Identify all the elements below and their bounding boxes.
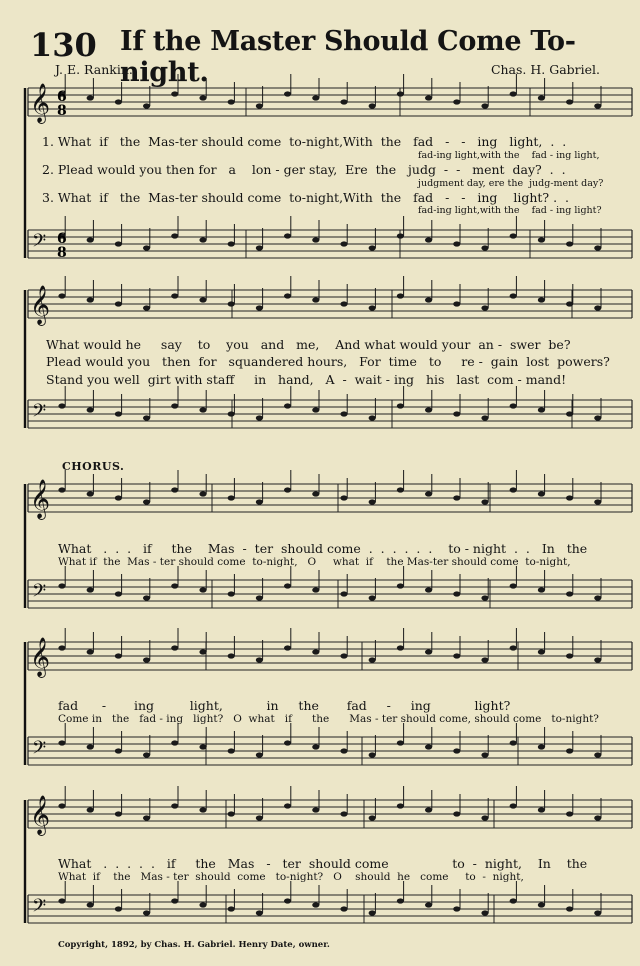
system-2-bass-note <box>340 411 347 416</box>
system-1-treble-note <box>284 91 291 96</box>
system-3-bass-note <box>312 587 319 592</box>
time-signature-bottom-bass: 8 <box>57 245 67 261</box>
system-4-treble-note <box>284 645 291 650</box>
system-1-treble-note <box>538 95 545 100</box>
system-4-treble-note <box>171 645 178 650</box>
system-3-bass-note <box>143 595 150 600</box>
system-3-treble-note <box>256 499 263 504</box>
system-2-treble-note <box>425 297 432 302</box>
system-2-treble-note <box>566 301 573 306</box>
system-4-bass-note <box>199 744 206 749</box>
system-4-treble-note <box>340 653 347 658</box>
time-signature-top-bass: 6 <box>57 231 67 247</box>
system-5-bass-note <box>58 898 65 903</box>
chorus-line-1: What . . . if the Mas - ter should come . . . . . . to - night . . In the <box>58 541 588 556</box>
system-5-bass-note <box>566 906 573 911</box>
chorus-label: CHORUS. <box>62 460 125 473</box>
system-5-treble-note <box>199 807 206 812</box>
system-1-treble-note <box>199 95 206 100</box>
system-5-treble-note <box>143 815 150 820</box>
time-signature-top-treble: 6 <box>57 89 67 105</box>
system-1-treble-note <box>171 91 178 96</box>
system-3-bass-note <box>58 583 65 588</box>
system-1-treble-note <box>340 99 347 104</box>
system-5-bass-note <box>171 898 178 903</box>
system-2-treble-clef-icon: 𝄞 <box>30 285 51 325</box>
system-2-treble-note <box>453 301 460 306</box>
system-3-treble-note <box>143 499 150 504</box>
system-3-bass-note <box>256 595 263 600</box>
system-3-treble-note <box>397 487 404 492</box>
system-5-treble-clef-icon: 𝄞 <box>30 795 51 835</box>
system-3-treble-note <box>171 487 178 492</box>
verse-3-line: 3. What if the Mas-ter should come to-night,With the fad - - ing light? . . <box>42 190 569 205</box>
system-1-treble-note <box>481 103 488 108</box>
system-5-bass-note <box>397 898 404 903</box>
system-2-bass-note <box>566 411 573 416</box>
system-2-treble-note <box>312 297 319 302</box>
system-4-bass-note <box>397 740 404 745</box>
system-4-bass-note <box>284 740 291 745</box>
system-3-bass-note <box>594 595 601 600</box>
chorus-line-3-lower: What if the Mas - ter should come to-night? O should he come to - night, <box>58 871 524 883</box>
system-2-bass-note <box>58 403 65 408</box>
system-4-treble-note <box>87 649 94 654</box>
system-2-bass-note <box>199 407 206 412</box>
system-5-treble-note <box>566 811 573 816</box>
verse-1-line-2: What would he say to you and me, And what would your an - swer be? <box>46 337 571 352</box>
system-1-treble-note <box>510 91 517 96</box>
system-5-bass-note <box>87 902 94 907</box>
system-5-treble-note <box>594 815 601 820</box>
system-1-bass-note <box>510 233 517 238</box>
system-5-treble-note <box>115 811 122 816</box>
system-5-bass-note <box>481 910 488 915</box>
system-5-treble-note <box>538 807 545 812</box>
system-4-treble-note <box>397 645 404 650</box>
system-1-bass-note <box>425 237 432 242</box>
system-2-bass-note <box>425 407 432 412</box>
system-4-bass-note <box>425 744 432 749</box>
system-3-treble-note <box>58 487 65 492</box>
system-4-treble-note <box>115 653 122 658</box>
system-5-bass-clef-icon: 𝄢 <box>32 896 47 921</box>
system-2-bass-note <box>510 403 517 408</box>
system-4-treble-note <box>199 649 206 654</box>
lyricist-credit: J. E. Rankin. <box>55 62 133 77</box>
system-2-treble-note <box>538 297 545 302</box>
system-4-bass-note <box>58 740 65 745</box>
system-4-bass-note <box>171 740 178 745</box>
system-3-treble-note <box>481 499 488 504</box>
hymn-title: If the Master Should Come To-night. <box>120 26 576 88</box>
system-3-treble-clef-icon: 𝄞 <box>30 479 51 519</box>
system-4-treble-note <box>228 653 235 658</box>
system-1-bass-note <box>256 245 263 250</box>
system-1-treble-note <box>566 99 573 104</box>
verse-2-line: 2. Plead would you then for a lon - ger stay, Ere the judg - - ment day? . . <box>42 162 566 177</box>
system-5-treble-note <box>228 811 235 816</box>
system-3-bass-note <box>171 583 178 588</box>
system-4-treble-note <box>566 653 573 658</box>
hymn-number: 130 <box>30 26 97 64</box>
system-2-treble-note <box>481 305 488 310</box>
system-5-treble-note <box>256 815 263 820</box>
system-5-bass-note <box>594 910 601 915</box>
system-5-bass-note <box>369 910 376 915</box>
copyright-notice: Copyright, 1892, by Chas. H. Gabriel. Henry Date, owner. <box>58 940 330 950</box>
time-signature-bottom-treble: 8 <box>57 103 67 119</box>
system-4-bass-note <box>143 752 150 757</box>
system-1-bass-note <box>340 241 347 246</box>
system-3-treble-note <box>312 491 319 496</box>
system-2-bass-note <box>481 415 488 420</box>
system-2-treble-note <box>256 305 263 310</box>
system-3-bass-note <box>453 591 460 596</box>
system-2-treble-note <box>171 293 178 298</box>
system-4-treble-note <box>58 645 65 650</box>
system-2-treble-note <box>199 297 206 302</box>
system-5-treble-note <box>312 807 319 812</box>
system-1-treble-note <box>397 91 404 96</box>
system-1-bass-note <box>143 245 150 250</box>
system-5-bass-note <box>538 902 545 907</box>
system-3-bass-note <box>425 587 432 592</box>
chorus-line-2: fad - ing light, in the fad - ing light? <box>58 698 511 713</box>
system-4-bass-note <box>228 748 235 753</box>
system-4-bass-note <box>256 752 263 757</box>
system-4-treble-note <box>369 657 376 662</box>
system-5-bass-note <box>312 902 319 907</box>
system-2-treble-note <box>228 301 235 306</box>
system-2-bass-note <box>397 403 404 408</box>
system-2-treble-note <box>369 305 376 310</box>
system-3-treble-note <box>284 487 291 492</box>
system-1-bass-note <box>538 237 545 242</box>
chorus-line-3: What . . . . . if the Mas - ter should come to - night, In the <box>58 856 588 871</box>
system-3-bass-note <box>199 587 206 592</box>
system-4-bass-note <box>510 740 517 745</box>
system-4-bass-note <box>369 752 376 757</box>
system-2-bass-clef-icon: 𝄢 <box>32 401 47 426</box>
system-3-treble-note <box>369 499 376 504</box>
system-2-bass-note <box>256 415 263 420</box>
system-1-bass-note <box>115 241 122 246</box>
system-2-bass-note <box>312 407 319 412</box>
system-1-treble-note <box>256 103 263 108</box>
system-4-treble-note <box>538 649 545 654</box>
system-3-treble-note <box>425 491 432 496</box>
system-5-bass-note <box>425 902 432 907</box>
system-1-bass-note <box>566 241 573 246</box>
system-1-bass-note <box>369 245 376 250</box>
system-1-treble-note <box>115 99 122 104</box>
system-5-treble-note <box>481 815 488 820</box>
system-1-bass-note <box>397 233 404 238</box>
system-2-treble-note <box>340 301 347 306</box>
system-2-treble-note <box>510 293 517 298</box>
alto-line-2: judgment day, ere the judg-ment day? <box>418 178 604 189</box>
system-5-treble-note <box>369 815 376 820</box>
system-1-bass-note <box>87 237 94 242</box>
chorus-line-2-lower: Come in the fad - ing light? O what if the Mas - ter should come, should come to-night? <box>58 713 599 725</box>
system-1-bass-note <box>594 245 601 250</box>
system-2-treble-note <box>87 297 94 302</box>
system-3-bass-note <box>481 595 488 600</box>
system-5-bass-note <box>510 898 517 903</box>
verse-3-line-2: Stand you well girt with staff in hand, A - wait - ing his last com - mand! <box>46 372 567 387</box>
system-2-bass-note <box>228 411 235 416</box>
system-4-bass-note <box>538 744 545 749</box>
system-1-bass-note <box>481 245 488 250</box>
system-5-bass-note <box>340 906 347 911</box>
system-5-treble-note <box>87 807 94 812</box>
system-5-bass-note <box>228 906 235 911</box>
system-4-bass-note <box>312 744 319 749</box>
system-1-bass-note <box>284 233 291 238</box>
system-4-treble-note <box>453 653 460 658</box>
system-1-bass-note <box>199 237 206 242</box>
system-2-bass-note <box>143 415 150 420</box>
system-2-bass-note <box>171 403 178 408</box>
system-5-bass-note <box>199 902 206 907</box>
system-5-treble-note <box>453 811 460 816</box>
system-1-bass-note <box>228 241 235 246</box>
system-3-treble-note <box>510 487 517 492</box>
system-3-bass-note <box>340 591 347 596</box>
system-4-treble-note <box>256 657 263 662</box>
system-5-treble-note <box>397 803 404 808</box>
system-4-treble-clef-icon: 𝄞 <box>30 637 51 677</box>
system-4-treble-note <box>143 657 150 662</box>
system-4-treble-note <box>510 645 517 650</box>
system-4-bass-note <box>453 748 460 753</box>
system-3-bass-note <box>87 587 94 592</box>
system-1-treble-note <box>453 99 460 104</box>
system-1-bass-clef-icon: 𝄢 <box>32 231 47 256</box>
system-1-treble-clef-icon: 𝄞 <box>30 83 51 123</box>
system-4-bass-note <box>481 752 488 757</box>
system-5-treble-note <box>510 803 517 808</box>
system-3-bass-clef-icon: 𝄢 <box>32 581 47 606</box>
system-5-bass-note <box>256 910 263 915</box>
system-4-treble-note <box>425 649 432 654</box>
system-2-bass-note <box>87 407 94 412</box>
system-1-treble-note <box>425 95 432 100</box>
system-1-treble-note <box>312 95 319 100</box>
system-3-bass-note <box>397 583 404 588</box>
system-4-treble-note <box>312 649 319 654</box>
system-1-bass-note <box>453 241 460 246</box>
alto-line-1: fad-ing light,with the fad - ing light, <box>418 150 600 161</box>
system-2-treble-note <box>143 305 150 310</box>
chorus-line-1-lower: What if the Mas - ter should come to-night, O what if the Mas-ter should come to-night, <box>58 556 571 568</box>
composer-credit: Chas. H. Gabriel. <box>490 62 600 77</box>
system-3-bass-note <box>284 583 291 588</box>
system-2-bass-note <box>538 407 545 412</box>
system-5-bass-note <box>453 906 460 911</box>
system-3-bass-note <box>566 591 573 596</box>
system-5-treble-note <box>284 803 291 808</box>
system-4-treble-note <box>594 657 601 662</box>
system-1-bass-note <box>171 233 178 238</box>
system-3-treble-note <box>228 495 235 500</box>
system-2-treble-note <box>594 305 601 310</box>
system-5-bass-note <box>284 898 291 903</box>
system-3-bass-note <box>228 591 235 596</box>
system-4-bass-note <box>594 752 601 757</box>
system-3-treble-note <box>199 491 206 496</box>
system-3-bass-note <box>115 591 122 596</box>
system-3-bass-note <box>538 587 545 592</box>
system-4-treble-note <box>481 657 488 662</box>
system-3-treble-note <box>594 499 601 504</box>
system-3-bass-note <box>510 583 517 588</box>
system-5-treble-note <box>425 807 432 812</box>
system-1-bass-note <box>312 237 319 242</box>
system-3-treble-note <box>115 495 122 500</box>
system-4-bass-clef-icon: 𝄢 <box>32 738 47 763</box>
system-3-treble-note <box>538 491 545 496</box>
system-2-bass-note <box>369 415 376 420</box>
system-2-treble-note <box>397 293 404 298</box>
system-5-treble-note <box>340 811 347 816</box>
system-3-treble-note <box>566 495 573 500</box>
system-5-bass-note <box>143 910 150 915</box>
system-2-treble-note <box>115 301 122 306</box>
system-4-bass-note <box>340 748 347 753</box>
system-5-treble-note <box>58 803 65 808</box>
system-2-bass-note <box>115 411 122 416</box>
system-3-treble-note <box>453 495 460 500</box>
system-4-bass-note <box>566 748 573 753</box>
system-2-treble-note <box>284 293 291 298</box>
system-4-bass-note <box>115 748 122 753</box>
system-5-bass-note <box>115 906 122 911</box>
system-2-treble-note <box>58 293 65 298</box>
verse-1-line: 1. What if the Mas-ter should come to-night,With the fad - - ing light, . . <box>42 134 567 149</box>
system-1-treble-note <box>594 103 601 108</box>
system-3-bass-note <box>369 595 376 600</box>
system-5-treble-note <box>171 803 178 808</box>
system-2-bass-note <box>453 411 460 416</box>
alto-line-3: fad-ing light,with the fad - ing light? <box>418 205 602 216</box>
system-3-treble-note <box>340 495 347 500</box>
verse-2-line-2: Plead would you then for squandered hours, For time to re - gain lost powers? <box>46 354 610 369</box>
system-1-treble-note <box>369 103 376 108</box>
system-1-treble-note <box>143 103 150 108</box>
system-1-treble-note <box>228 99 235 104</box>
system-2-bass-note <box>284 403 291 408</box>
system-2-bass-note <box>594 415 601 420</box>
system-3-treble-note <box>87 491 94 496</box>
system-4-bass-note <box>87 744 94 749</box>
system-1-treble-note <box>87 95 94 100</box>
